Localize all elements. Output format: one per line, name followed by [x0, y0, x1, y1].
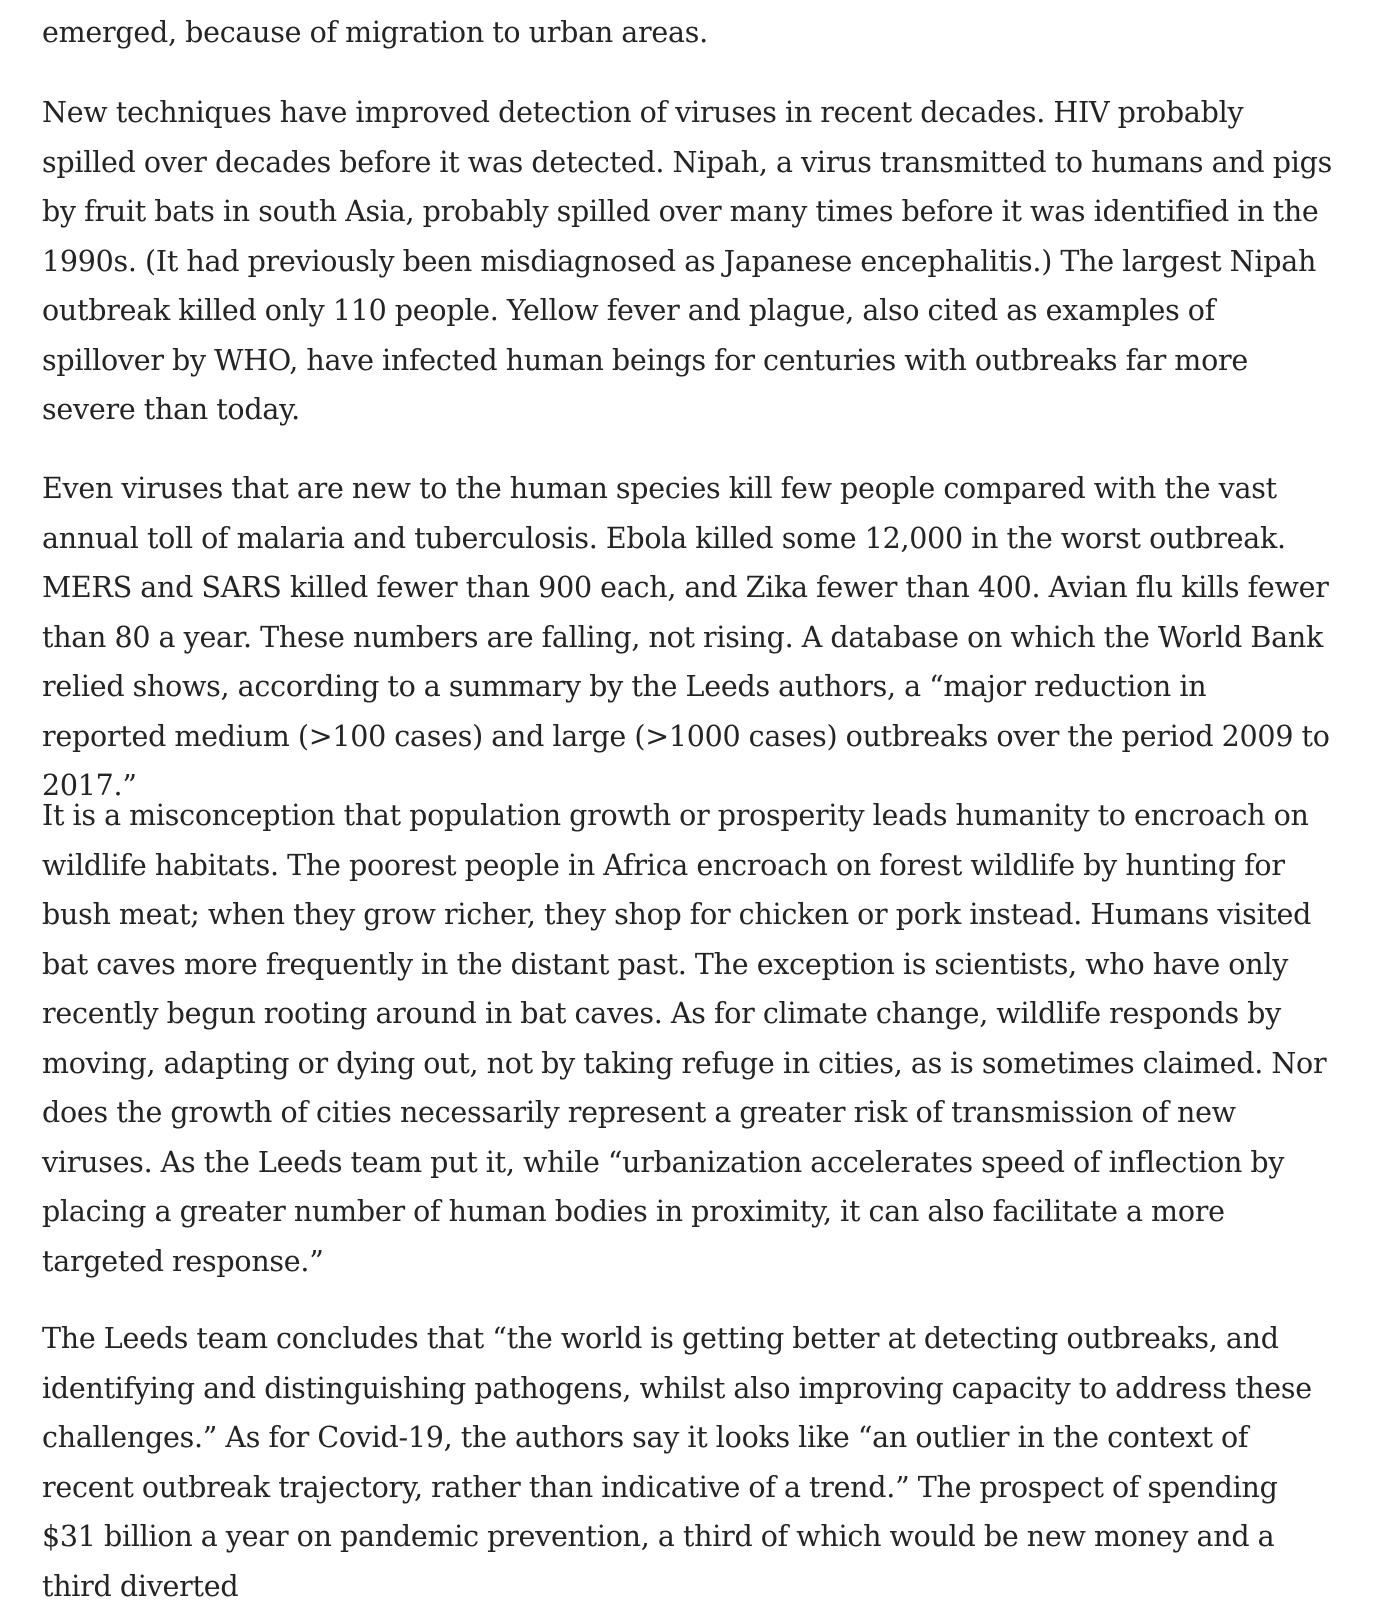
article-paragraph: Even viruses that are new to the human species kill few people compared with the vast annual toll of malaria and tuberculosis. Ebola killed some 12,000 in the worst outbreak. MERS and SARS killed fewer than 900 each, and Zika fewer than 400. Avian flu kills fewer than 80 a year. These numbers are falling, not rising. A database on which the World Bank relied shows, according to a summary by the Leeds authors, a “major reduction in reported medium (>100 cases) and large (>1000 cases) outbreaks over the period 2009 to 2017.” — [42, 472, 1330, 802]
article-paragraph: New techniques have improved detection of viruses in recent decades. HIV probably spilled over decades before it was detected. Nipah, a virus transmitted to humans and pigs by fruit bats in south Asia, probably spilled over many times before it was identified in the 1990s. (It had previously been misdiagnosed as Japanese encephalitis.) The largest Nipah outbreak killed only 110 people. Yellow fever and plague, also cited as examples of spillover by WHO, have infected human beings for centuries with outbreaks far more severe than today. — [42, 96, 1332, 426]
article-paragraph: It is a misconception that population growth or prosperity leads humanity to encroach on wildlife habitats. The poorest people in Africa encroach on forest wildlife by hunting for bush meat; when they grow richer, they shop for chicken or pork instead. Humans visited bat caves more frequently in the distant past. The exception is scientists, who have only recently begun rooting around in bat caves. As for climate change, wildlife responds by moving, adapting or dying out, not by taking refuge in cities, as is sometimes claimed. Nor does the growth of cities necessarily represent a greater risk of transmission of new viruses. As the Leeds team put it, while “urbanization accelerates speed of inflection by placing a greater number of human bodies in proximity, it can also facilitate a more targeted response.” — [42, 799, 1327, 1278]
article-paragraph: The Leeds team concludes that “the world is getting better at detecting outbreaks, and identifying and distinguishing pathogens, whilst also improving capacity to address these challenges.” As for Covid-19, the authors say it looks like “an outlier in the context of recent outbreak trajectory, rather than indicative of a trend.” The prospect of spending $31 billion a year on pandemic prevention, a third of which would be new money and a third diverted — [42, 1322, 1312, 1603]
article-paragraph: emerged, because of migration to urban areas. — [42, 16, 708, 49]
